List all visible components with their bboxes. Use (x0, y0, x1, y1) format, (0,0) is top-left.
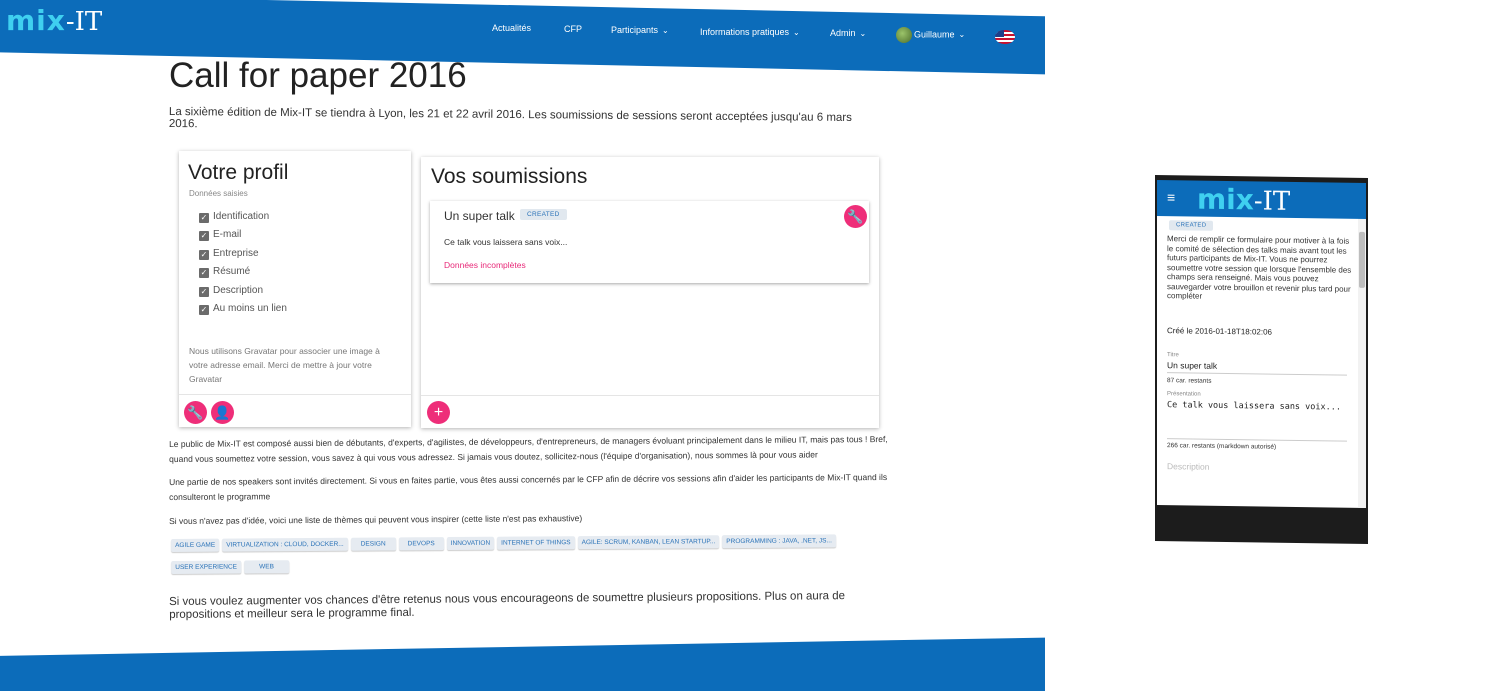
title-remaining: 87 car. restants (1167, 377, 1212, 385)
nav-label: Informations pratiques (700, 27, 790, 37)
submissions-title: Vos soumissions (431, 165, 588, 188)
tag-chip[interactable]: AGILE: SCRUM, KANBAN, LEAN STARTUP... (578, 535, 720, 549)
presentation-field[interactable]: Ce talk vous laissera sans voix... (1167, 401, 1347, 442)
scrollbar[interactable] (1358, 212, 1366, 508)
checkbox-checked-icon: ✓ (200, 213, 208, 222)
us-flag-icon[interactable] (995, 30, 1015, 44)
tag-chip[interactable]: WEB (244, 560, 289, 573)
add-talk-button[interactable] (427, 401, 450, 424)
mobile-screen (1157, 209, 1366, 508)
status-badge: CREATED (1169, 220, 1213, 231)
checkbox-checked-icon: ✓ (200, 287, 208, 296)
talk-warning: Données incomplètes (444, 260, 526, 270)
form-helper-text: Merci de remplir ce formulaire pour motiver à la fois le comité de sélection des talks mais avant tout les futurs participants de Mix-IT. Vous ne pourrez soumettre votre session que lorsque l'ensemble des champs sera renseigné. Mais vous pouvez sauvegarder votre brouillon et revenir plus tard pour compléter (1167, 234, 1352, 301)
tag-chip[interactable]: USER EXPERIENCE (171, 561, 241, 574)
gravatar-note: Nous utilisons Gravatar pour associer une image à votre adresse email. Merci de mettre à jour votre Gravatar (189, 346, 380, 384)
footer-band (0, 637, 1045, 691)
submissions-card (421, 157, 879, 428)
avatar (896, 27, 912, 43)
edit-talk-button[interactable] (844, 205, 867, 228)
check-label: E-mail (213, 229, 242, 240)
scrollbar-thumb[interactable] (1359, 232, 1365, 288)
profile-subtitle: Données saisies (189, 189, 248, 198)
wrench-icon: 🔧 (847, 209, 864, 224)
themes-paragraph: Si vous n'avez pas d'idée, voici une liste de thèmes qui peuvent vous inspirer (cette liste n'est pas exhaustive) (169, 513, 583, 526)
talk-summary: Ce talk vous laissera sans voix... (444, 237, 568, 247)
check-label: Résumé (213, 266, 251, 277)
hamburger-icon[interactable]: ≡ (1167, 189, 1176, 206)
nav-item-participants[interactable] (611, 25, 669, 35)
presentation-remaining: 266 car. restants (markdown autorisé) (1167, 442, 1277, 451)
nav-item-infos-pratiques[interactable] (700, 27, 800, 37)
nav-label: CFP (564, 24, 582, 34)
mobile-top-bar (1157, 180, 1366, 219)
check-label: Entreprise (213, 248, 259, 259)
profile-card (179, 151, 411, 427)
tag-chip[interactable]: INTERNET OF THINGS (497, 536, 575, 550)
tag-chip[interactable]: DEVOPS (399, 537, 444, 550)
nav-label: Participants (611, 25, 659, 35)
view-profile-button[interactable] (211, 401, 234, 424)
nav-item-actualites[interactable] (492, 23, 531, 33)
checkbox-checked-icon: ✓ (200, 231, 208, 240)
check-item (199, 285, 263, 297)
check-item (199, 266, 250, 278)
description-field[interactable]: Description (1167, 461, 1210, 472)
check-item (199, 303, 287, 315)
audience-paragraph: Le public de Mix-IT est composé aussi bien de débutants, d'experts, d'agilistes, de développeurs, d'entrepreneurs, de managers évoluant principalement dans le milieu IT, mais pas tous ! Bref, quand vous soumettez votre session, vous savez à qui vous vous adressez. Si jamais vous doutez, sollicitez-nous (l'équipe d'organisation), nous sommes là pour vous aider (169, 433, 888, 464)
checkbox-checked-icon: ✓ (200, 250, 208, 259)
logo-main: mix (6, 4, 66, 37)
check-item (199, 248, 259, 260)
mobile-device (1155, 175, 1368, 544)
tag-chip[interactable]: DESIGN (351, 537, 396, 550)
nav-menu (0, 0, 1045, 60)
tag-chip[interactable]: INNOVATION (447, 537, 495, 550)
title-label: Titre (1167, 352, 1179, 359)
edit-profile-button[interactable] (184, 401, 207, 424)
nav-item-admin[interactable] (830, 28, 866, 38)
closing-paragraph: Si vous voulez augmenter vos chances d'être retenus nous vous encourageons de soumettre plusieurs propositions. Plus on aura de propositions et meilleur sera le programme final. (169, 590, 846, 621)
speakers-paragraph: Une partie de nos speakers sont invités directement. Si vous en faites partie, vous êtes aussi concernés par le CFP afin de décrire vos sessions afin d'aider les participants de Mix-IT quand ils consulteront le programme (169, 471, 888, 502)
check-label: Au moins un lien (213, 303, 287, 314)
mixit-logo (1197, 183, 1290, 217)
intro-text: La sixième édition de Mix-IT se tiendra à Lyon, les 21 et 22 avril 2016. Les soumissions de sessions seront acceptées jusqu'au 6 mars 2016. (168, 106, 852, 131)
tag-chip[interactable]: VIRTUALIZATION : CLOUD, DOCKER... (222, 538, 348, 552)
checkbox-checked-icon: ✓ (200, 268, 208, 277)
status-badge: CREATED (520, 209, 567, 220)
theme-tags (171, 529, 881, 578)
profile-card-footer (179, 394, 411, 427)
checkbox-checked-icon: ✓ (200, 305, 208, 314)
chevron-down-icon: ⌄ (793, 28, 800, 37)
logo-suffix: -IT (65, 7, 103, 37)
check-item (199, 211, 269, 223)
created-date: Créé le 2016-01-18T18:02:06 (1167, 326, 1272, 337)
presentation-label: Présentation (1167, 391, 1201, 398)
user-name: Guillaume (914, 29, 955, 40)
logo-suffix: -IT (1253, 186, 1291, 217)
plus-icon: + (433, 404, 444, 421)
chevron-down-icon: ⌄ (859, 29, 867, 38)
wrench-icon: 🔧 (187, 405, 204, 420)
logo-main: mix (1197, 182, 1254, 217)
chevron-down-icon: ⌄ (662, 26, 669, 35)
tag-chip[interactable]: AGILE GAME (171, 539, 219, 552)
talk-title: Un super talk (444, 209, 515, 223)
nav-label: Actualités (492, 23, 532, 33)
submissions-card-footer (421, 395, 879, 428)
person-icon: 👤 (214, 405, 231, 420)
tag-chip[interactable]: PROGRAMMING : JAVA, .NET, JS... (722, 534, 836, 548)
profile-title: Votre profil (188, 161, 289, 184)
chevron-down-icon: ⌄ (958, 30, 966, 40)
page-title: Call for paper 2016 (169, 56, 467, 95)
talk-card[interactable] (430, 201, 869, 283)
check-label: Identification (213, 211, 270, 222)
check-item (199, 229, 241, 241)
title-field[interactable]: Un super talk (1167, 360, 1347, 376)
nav-label: Admin (830, 28, 856, 38)
nav-user-menu[interactable] (896, 27, 965, 43)
nav-item-cfp[interactable] (564, 24, 582, 34)
check-label: Description (213, 285, 264, 296)
